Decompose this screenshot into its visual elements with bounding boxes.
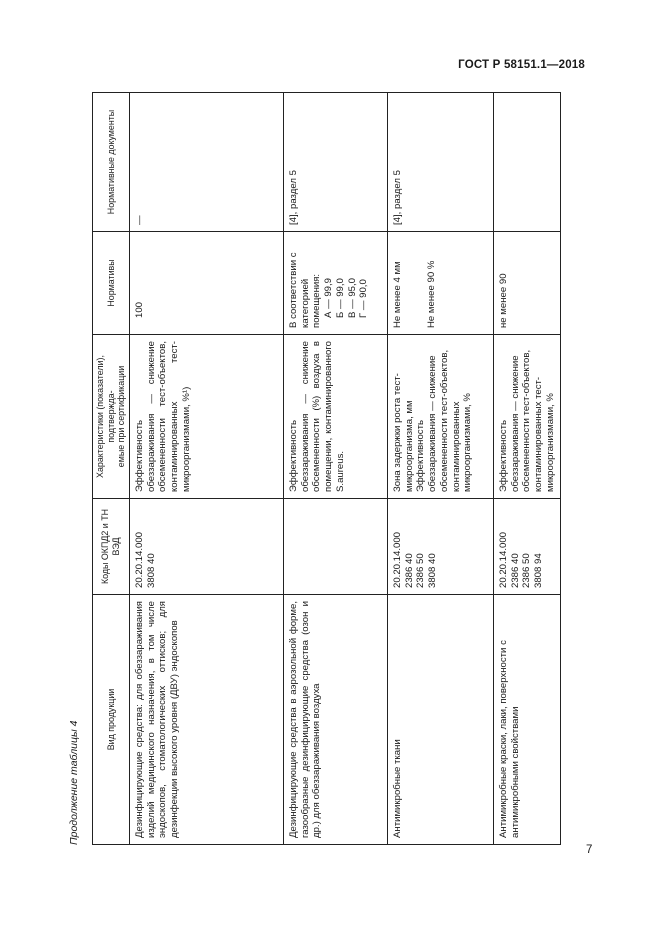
col-header-documents: Нормативные документы bbox=[93, 93, 130, 232]
norms-intro: В соответствии с категорией помещения: bbox=[288, 252, 323, 328]
characteristics-cell: Эффективность обеззараживания — снижение обсемененности (%) воздуха в помещении, контаминированного S.aureus. bbox=[284, 335, 388, 499]
documents-cell: [4], раздел 5 bbox=[388, 93, 494, 232]
product-cell: Антимикробные краски, лаки, поверхности с антимикробными свойствами bbox=[494, 595, 561, 845]
characteristics-cell: Эффективность обеззараживания — снижение обсемененности тест-объектов, контаминированных тест-микроорганизмами, %¹) bbox=[130, 335, 284, 499]
table-row bbox=[494, 93, 561, 845]
codes-cell: 20.20.14.000 2386 40 2386 50 3808 94 bbox=[494, 499, 561, 595]
norms-item: А — 99,9 bbox=[323, 278, 335, 318]
characteristics-cell: Эффективность обеззараживания — снижение обсемененности тест-объектов, контаминированных тест-микроорганизмами, % bbox=[494, 335, 561, 499]
table-caption: Продолжение таблицы 4 bbox=[68, 720, 80, 845]
documents-cell bbox=[494, 93, 561, 232]
norms-cell bbox=[284, 232, 388, 335]
product-cell: Дезинфицирующие средства: для обеззараживания изделий медицинского назначения, в том числе эндоскопов, стоматологических оттисков; для дезинфекции высокого уровня (ДВУ) эндоскопов bbox=[130, 595, 284, 845]
page-number: 7 bbox=[586, 844, 593, 856]
documents-cell: — bbox=[130, 93, 284, 232]
product-cell: Антимикробные ткани bbox=[388, 595, 494, 845]
table-row bbox=[388, 93, 494, 845]
norms-item: В — 95,0 bbox=[346, 278, 358, 318]
norms-cell bbox=[388, 232, 494, 335]
rotated-table-block bbox=[62, 93, 556, 845]
norms-value-b: Не менее 90 % bbox=[425, 260, 437, 328]
norms-item: Г — 90,0 bbox=[358, 279, 370, 318]
table-header-row bbox=[93, 93, 130, 845]
characteristics-cell: Зона задержки роста тест-микроорганизма, мм Эффективность обеззараживания — снижение обсемененности тест-объектов, контаминированных микроорганизмами, % bbox=[388, 335, 494, 499]
col-header-norms: Нормативы bbox=[93, 232, 130, 335]
standard-header: ГОСТ Р 58151.1—2018 bbox=[458, 59, 585, 71]
norms-cell: не менее 90 bbox=[494, 232, 561, 335]
col-header-product: Вид продукции bbox=[93, 595, 130, 845]
norms-value-a: Не менее 4 мм bbox=[392, 261, 404, 328]
codes-cell bbox=[284, 499, 388, 595]
codes-cell: 20.20.14.000 2386 40 2386 50 3808 40 bbox=[388, 499, 494, 595]
table-row bbox=[284, 93, 388, 845]
norms-item: Б — 99,0 bbox=[334, 278, 346, 318]
table-row bbox=[130, 93, 284, 845]
norms-value: 100 bbox=[134, 301, 146, 318]
codes-cell: 20.20.14.000 3808 40 bbox=[130, 499, 284, 595]
norms-cell bbox=[130, 232, 284, 335]
col-header-codes: Коды ОКПД2 и ТН ВЭД bbox=[93, 499, 130, 595]
documents-cell: [4], раздел 5 bbox=[284, 93, 388, 232]
col-header-characteristics: Характеристики (показатели), подтвержда- емые при сертификации bbox=[93, 335, 130, 499]
product-table bbox=[92, 92, 561, 845]
product-cell: Дезинфицирующие средства в аэрозольной форме, газообразные дезинфицирующие средства (озон и др.) для обеззараживания воздуха bbox=[284, 595, 388, 845]
